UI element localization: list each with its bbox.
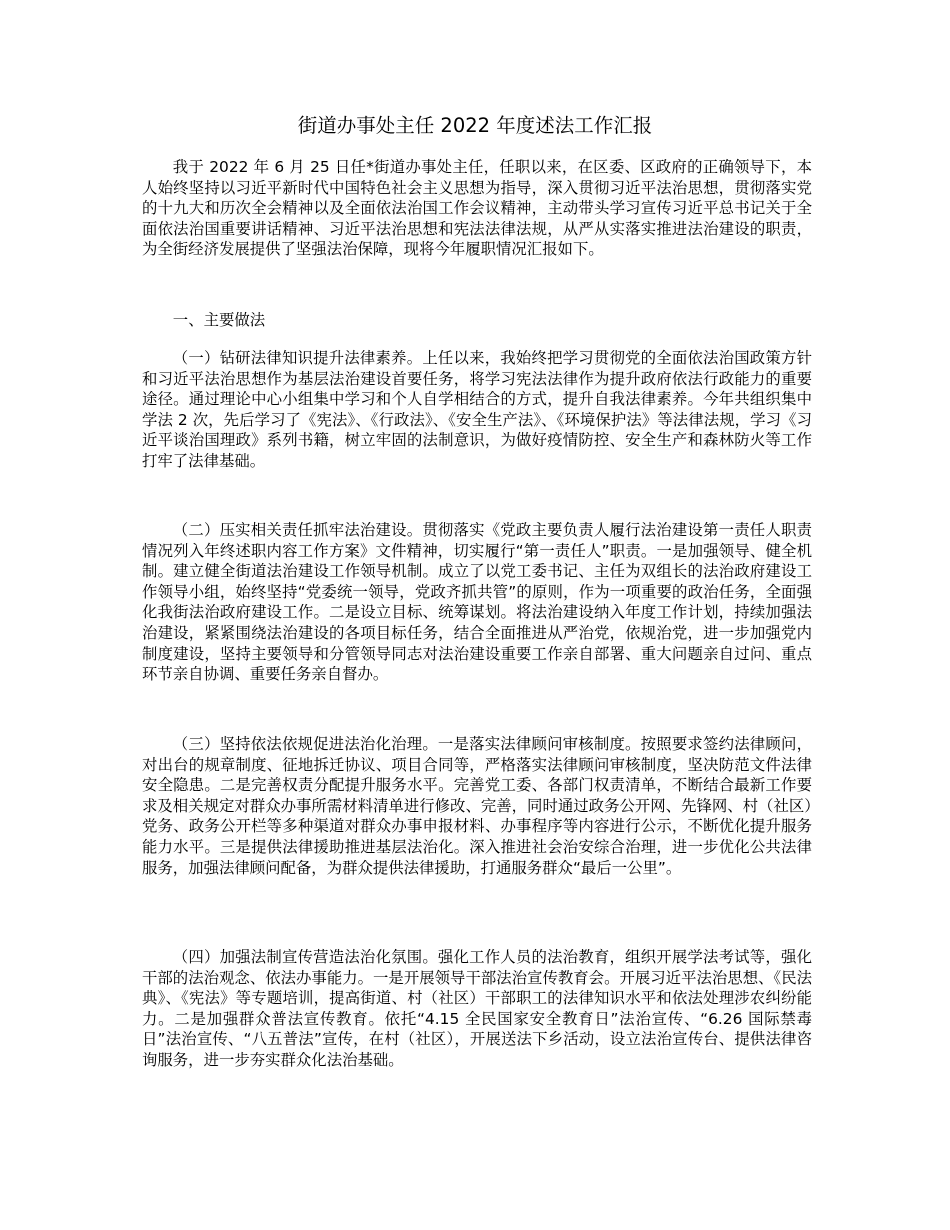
paragraph-governance: （三）坚持依法依规促进法治化治理。一是落实法律顾问审核制度。按照要求签约法律顾问，对出台的规章制度、征地拆迁协议、项目合同等，严格落实法律顾问审核制度，坚决防范文件法律安全隐患。二是完善权责分配提升服务水平。完善党工委、各部门权责清单，不断结合最新工作要求及相关规定对群众办事所需材料清单进行修改、完善，同时通过政务公开网、先锋网、村（社区）党务、政务公开栏等多种渠道对群众办事申报材料、办事程序等内容进行公示，不断优化提升服务能力水平。三是提供法律援助推进基层法治化。深入推进社会治安综合治理，进一步优化公共法律服务，加强法律顾问配备，为群众提供法律援助，打通服务群众“最后一公里”。 — [142, 735, 812, 877]
paragraph-publicity: （四）加强法制宣传营造法治化氛围。强化工作人员的法治教育，组织开展学法考试等，强化干部的法治观念、依法办事能力。一是开展领导干部法治宣传教育会。开展习近平法治思想、《民法典》、《宪法》等专题培训，提高街道、村（社区）干部职工的法律知识水平和依法处理涉农纠纷能力。二是加强群众普法宣传教育。依托“4.15 全民国家安全教育日”法治宣传、“6.26 国际禁毒日”法治宣传、“八五普法”宣传，在村（社区），开展送法下乡活动，设立法治宣传台、提供法律咨询服务，进一步夯实群众化法治基础。 — [142, 948, 812, 1069]
paragraph-study-law: （一）钻研法律知识提升法律素养。上任以来，我始终把学习贯彻党的全面依法治国政策方针和习近平法治思想作为基层法治建设首要任务，将学习宪法法律作为提升政府依法行政能力的重要途径。通过理论中心小组集中学习和个人自学相结合的方式，提升自我法律素养。今年共组织集中学法 2 次，先后学习了《宪法》、《行政法》、《安全生产法》、《环境保护法》等法律法规，学习《习近平谈治国理政》系列书籍，树立牢固的法制意识，为做好疫情防控、安全生产和森林防火等工作打牢了法律基础。 — [142, 349, 812, 470]
document-title: 街道办事处主任 2022 年度述法工作汇报 — [297, 114, 653, 137]
paragraph-responsibility: （二）压实相关责任抓牢法治建设。贯彻落实《党政主要负责人履行法治建设第一责任人职责情况列入年终述职内容工作方案》文件精神，切实履行“第一责任人”职责。一是加强领导、健全机制。建立健全街道法治建设工作领导机制。成立了以党工委书记、主任为双组长的法治政府建设工作领导小组，始终坚持“党委统一领导，党政齐抓共管”的原则，作为一项重要的政治任务，全面强化我街法治政府建设工作。二是设立目标、统筹谋划。将法治建设纳入年度工作计划，持续加强法治建设，紧紧围绕法治建设的各项目标任务，结合全面推进从严治党，依规治党，进一步加强党内制度建设，坚持主要领导和分管领导同志对法治建设重要工作亲自部署、重大问题亲自过问、重点环节亲自协调、重要任务亲自督办。 — [142, 521, 812, 684]
section-heading-main-practices: 一、主要做法 — [172, 311, 266, 329]
intro-paragraph: 我于 2022 年 6 月 25 日任*街道办事处主任，任职以来，在区委、区政府的正确领导下，本人始终坚持以习近平新时代中国特色社会主义思想为指导，深入贯彻习近平法治思想，贯彻落实党的十九大和历次全会精神以及全面依法治国工作会议精神，主动带头学习宣传习近平总书记关于全面依法治国重要讲话精神、习近平法治思想和宪法法律法规，从严从实落实推进法治建设的职责，为全街经济发展提供了坚强法治保障，现将今年履职情况汇报如下。 — [142, 158, 812, 259]
